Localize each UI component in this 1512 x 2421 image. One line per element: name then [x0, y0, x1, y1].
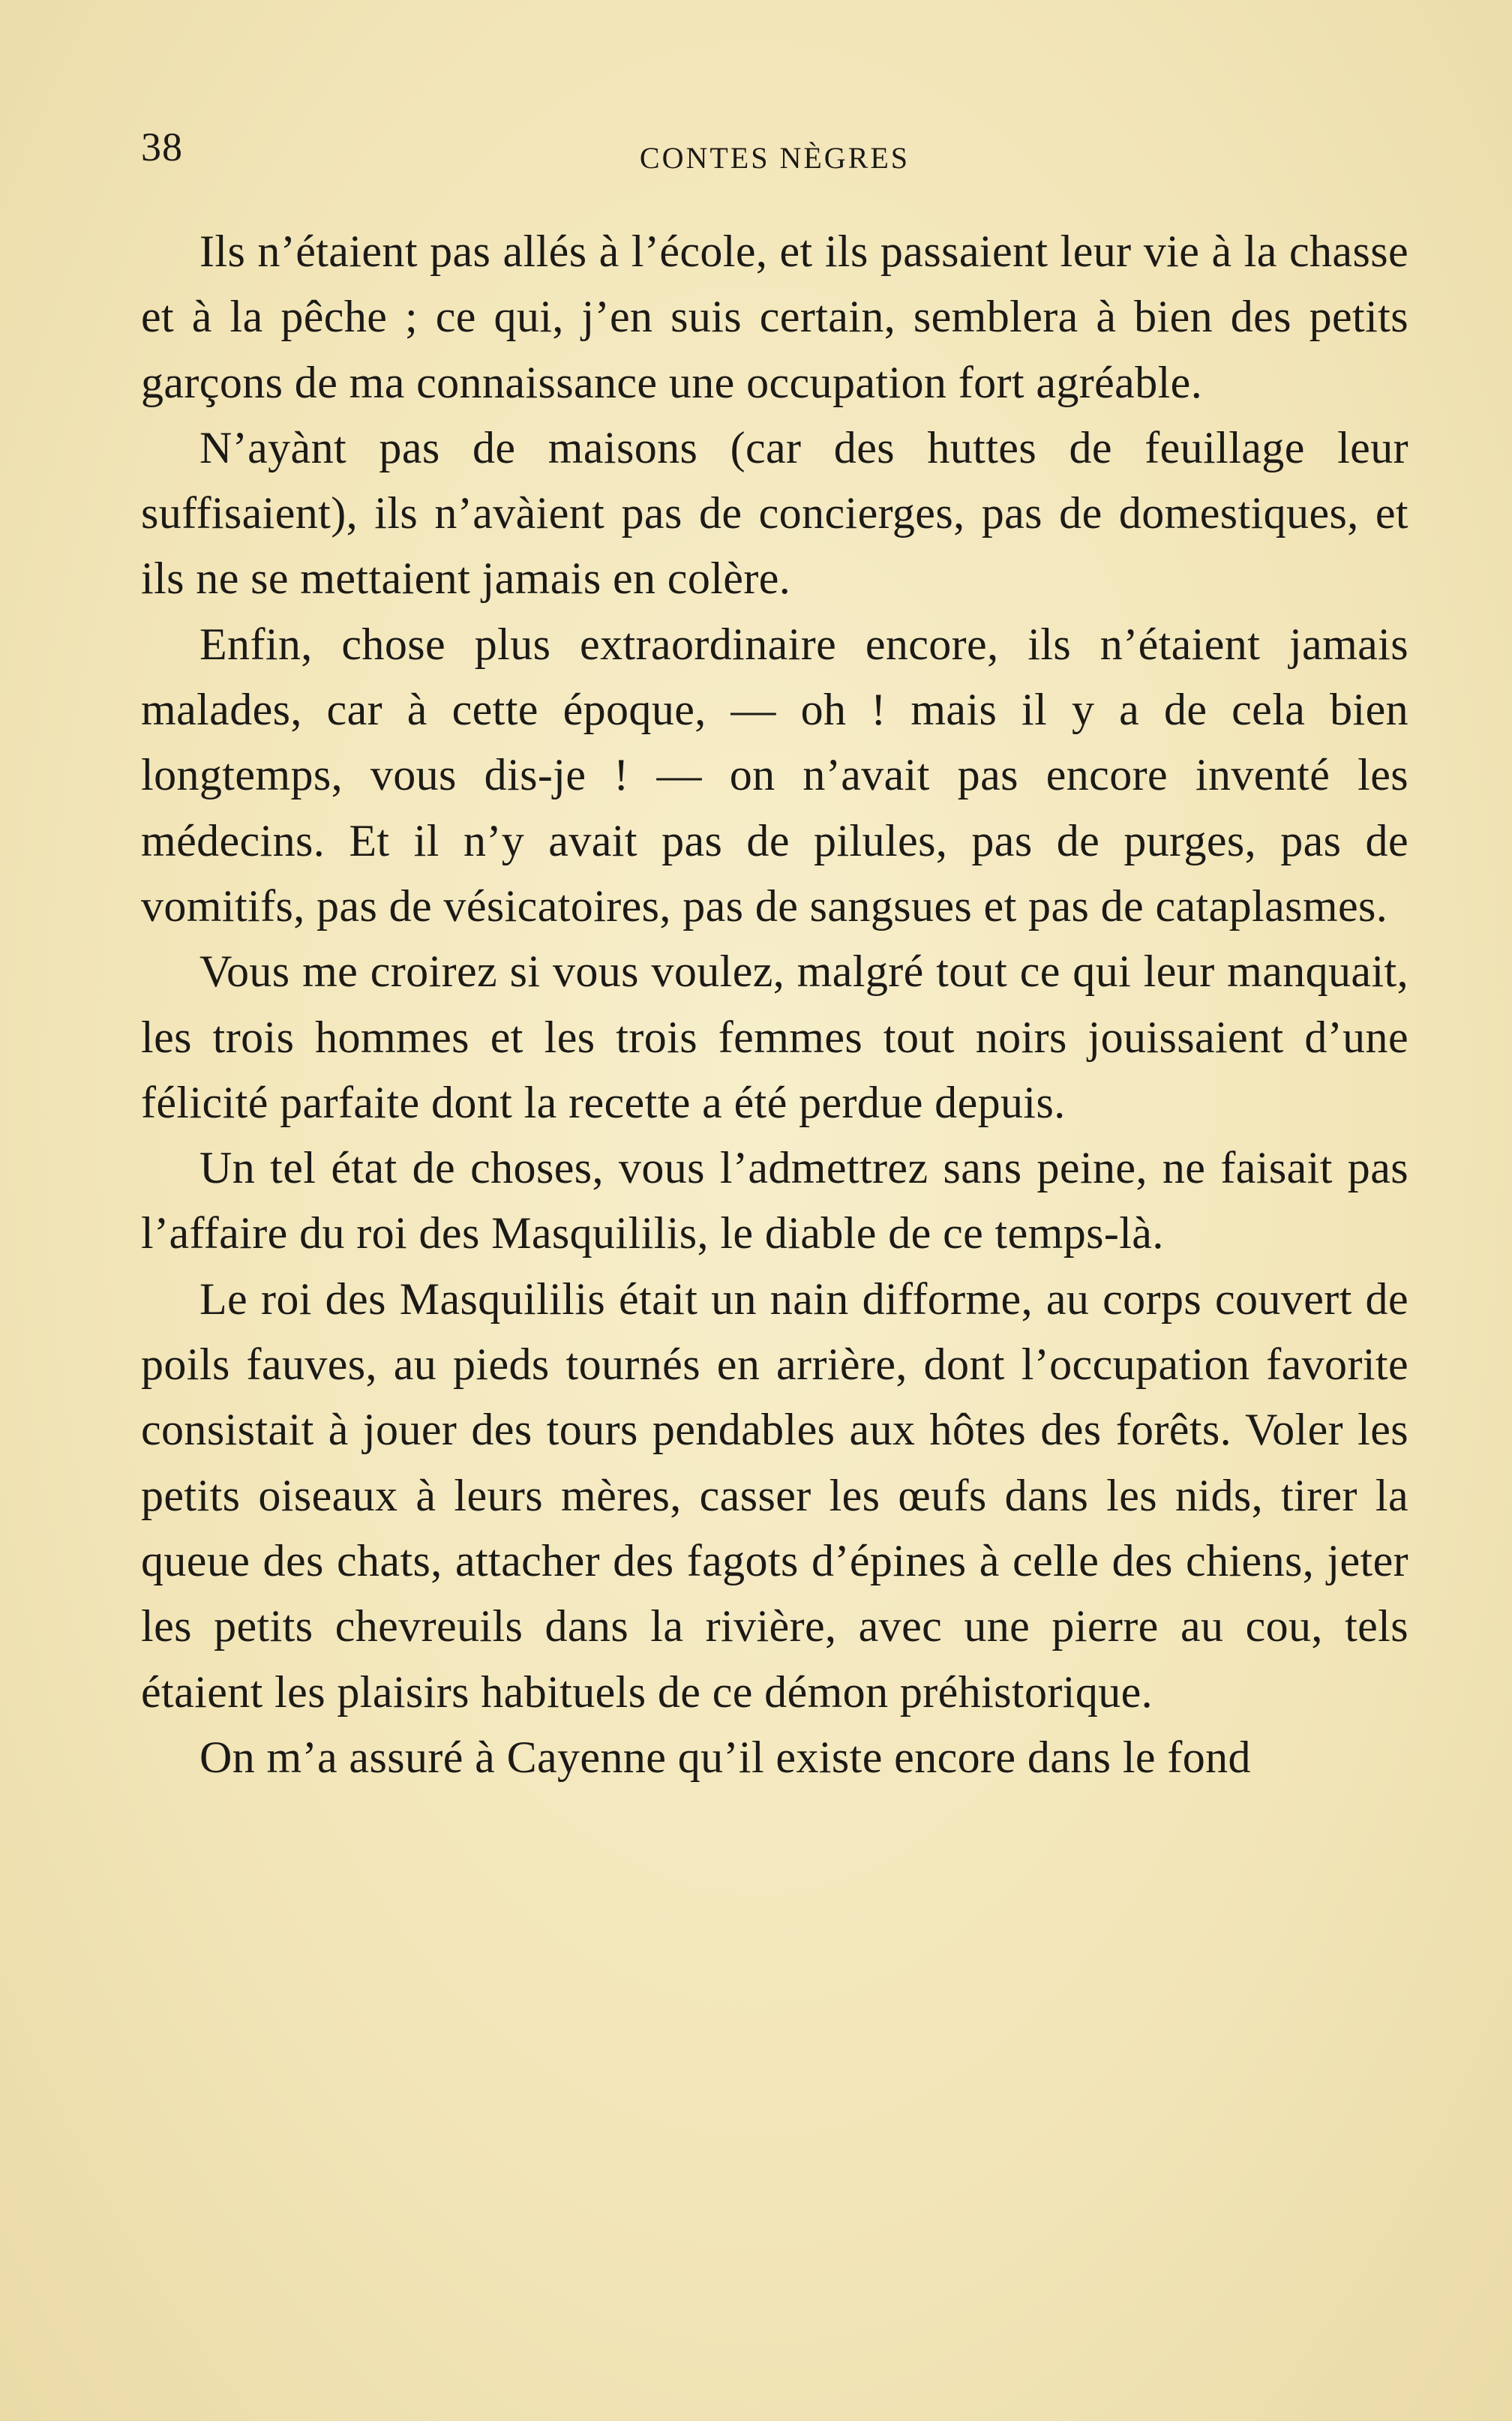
body-text [141, 219, 1408, 1790]
running-title: CONTES NÈGRES [639, 141, 910, 175]
running-header [141, 124, 1408, 176]
page-number: 38 [141, 124, 183, 170]
paragraph-3: Enfin, chose plus extraordinaire encore, ils n’étaient jamais malades, car à cette époque, — oh ! mais il y a de cela bien longtemps, vous dis-je ! — on n’avait pas encore inventé les médecins. Et il n’y avait pas de pilules, pas de purges, pas de vomitifs, pas de vésicatoires, pas de sangsues et pas de cataplasmes. [141, 619, 1408, 931]
paragraph-6: Le roi des Masquililis était un nain difforme, au corps couvert de poils fauves, au pieds tournés en arrière, dont l’occupation favorite consistait à jouer des tours pendables aux hôtes des forêts. Voler les petits oiseaux à leurs mères, casser les œufs dans les nids, tirer la queue des chats, attacher des fagots d’épines à celle des chiens, jeter les petits chevreuils dans la rivière, avec une pierre au cou, tels étaient les plaisirs habituels de ce démon préhistorique. [141, 1274, 1408, 1717]
paragraph-5: Un tel état de choses, vous l’admettrez sans peine, ne faisait pas l’affaire du roi des Masquililis, le diable de ce temps-là. [141, 1143, 1408, 1258]
paragraph-7: On m’a assuré à Cayenne qu’il existe encore dans le fond [200, 1732, 1251, 1782]
paragraph-4: Vous me croirez si vous voulez, malgré tout ce qui leur manquait, les trois hommes et les trois femmes tout noirs jouissaient d’une félicité parfaite dont la recette a été perdue depuis. [141, 946, 1408, 1127]
paragraph-2: N’ayànt pas de maisons (car des huttes de feuillage leur suffisaient), ils n’avàient pas de concierges, pas de domestiques, et ils ne se mettaient jamais en colère. [141, 422, 1408, 604]
paragraph-1: Ils n’étaient pas allés à l’école, et ils passaient leur vie à la chasse et à la pêche ; ce qui, j’en suis certain, semblera à bien des petits garçons de ma connaissance une occupation fort agréable. [141, 226, 1408, 407]
